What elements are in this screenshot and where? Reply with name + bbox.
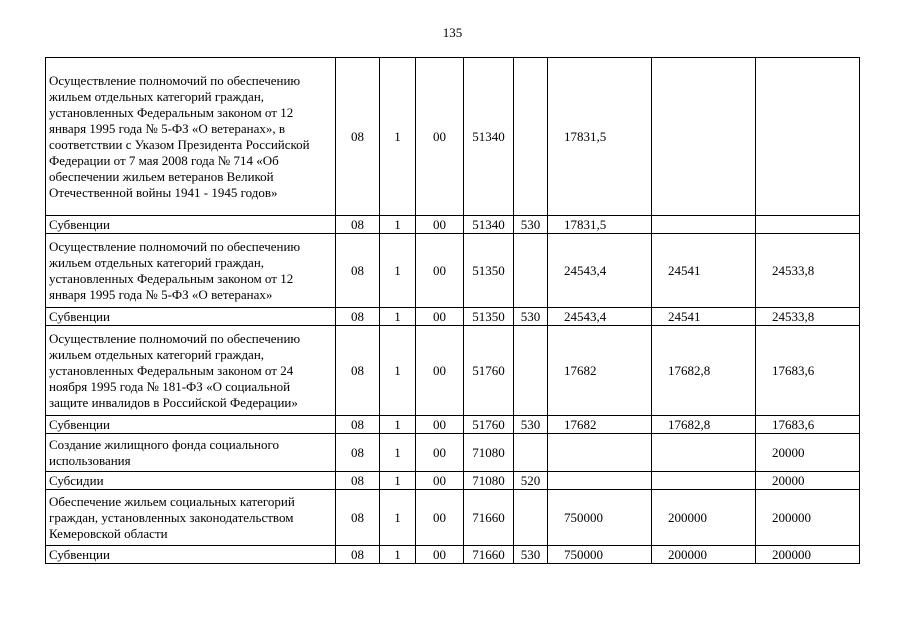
- program-code: 00: [416, 234, 464, 308]
- amount-year-1: [548, 472, 652, 490]
- amount-year-3: 24533,8: [756, 234, 860, 308]
- expense-type-code: [514, 434, 548, 472]
- amount-year-2: 17682,8: [652, 326, 756, 416]
- amount-year-2: [652, 472, 756, 490]
- program-code: 00: [416, 308, 464, 326]
- section-code: 08: [336, 434, 380, 472]
- row-description: Субвенции: [46, 546, 336, 564]
- program-code: 00: [416, 434, 464, 472]
- amount-year-2: 17682,8: [652, 416, 756, 434]
- amount-year-3: 24533,8: [756, 308, 860, 326]
- amount-year-1: 17831,5: [548, 216, 652, 234]
- amount-year-2: [652, 216, 756, 234]
- program-code: 00: [416, 326, 464, 416]
- direction-code: 71080: [464, 472, 514, 490]
- amount-year-1: 24543,4: [548, 234, 652, 308]
- subsection-code: 1: [380, 58, 416, 216]
- program-code: 00: [416, 58, 464, 216]
- amount-year-2: 24541: [652, 308, 756, 326]
- section-code: 08: [336, 216, 380, 234]
- expense-type-code: 530: [514, 546, 548, 564]
- page-number: 135: [442, 25, 463, 40]
- section-code: 08: [336, 472, 380, 490]
- amount-year-3: 200000: [756, 546, 860, 564]
- subsection-code: 1: [380, 308, 416, 326]
- amount-year-3: [756, 216, 860, 234]
- table-row: [46, 216, 860, 234]
- row-description: Субсидии: [46, 472, 336, 490]
- table-row: [46, 472, 860, 490]
- direction-code: 51350: [464, 308, 514, 326]
- row-description: Субвенции: [46, 216, 336, 234]
- program-code: 00: [416, 472, 464, 490]
- program-code: 00: [416, 216, 464, 234]
- subsection-code: 1: [380, 472, 416, 490]
- section-code: 08: [336, 58, 380, 216]
- amount-year-3: 17683,6: [756, 326, 860, 416]
- row-description: Субвенции: [46, 308, 336, 326]
- amount-year-1: 750000: [548, 546, 652, 564]
- expense-type-code: [514, 490, 548, 546]
- subsection-code: 1: [380, 434, 416, 472]
- table-row: [46, 234, 860, 308]
- section-code: 08: [336, 416, 380, 434]
- row-description: Обеспечение жильем социальных категорий граждан, установленных законодательством Кемеровской области: [46, 490, 336, 546]
- section-code: 08: [336, 326, 380, 416]
- table-row: [46, 58, 860, 216]
- amount-year-1: [548, 434, 652, 472]
- row-description: Создание жилищного фонда социального использования: [46, 434, 336, 472]
- subsection-code: 1: [380, 416, 416, 434]
- table-row: [46, 326, 860, 416]
- budget-table: [45, 57, 860, 564]
- amount-year-2: 24541: [652, 234, 756, 308]
- expense-type-code: [514, 58, 548, 216]
- table-row: [46, 546, 860, 564]
- amount-year-3: 20000: [756, 472, 860, 490]
- section-code: 08: [336, 546, 380, 564]
- subsection-code: 1: [380, 546, 416, 564]
- expense-type-code: 520: [514, 472, 548, 490]
- program-code: 00: [416, 490, 464, 546]
- subsection-code: 1: [380, 326, 416, 416]
- amount-year-1: 17831,5: [548, 58, 652, 216]
- direction-code: 51760: [464, 416, 514, 434]
- amount-year-2: 200000: [652, 546, 756, 564]
- amount-year-2: 200000: [652, 490, 756, 546]
- expense-type-code: 530: [514, 216, 548, 234]
- subsection-code: 1: [380, 490, 416, 546]
- amount-year-3: [756, 58, 860, 216]
- expense-type-code: 530: [514, 416, 548, 434]
- amount-year-1: 24543,4: [548, 308, 652, 326]
- amount-year-1: 750000: [548, 490, 652, 546]
- direction-code: 51340: [464, 216, 514, 234]
- direction-code: 51760: [464, 326, 514, 416]
- amount-year-3: 200000: [756, 490, 860, 546]
- amount-year-2: [652, 58, 756, 216]
- direction-code: 71080: [464, 434, 514, 472]
- direction-code: 71660: [464, 546, 514, 564]
- amount-year-2: [652, 434, 756, 472]
- expense-type-code: [514, 326, 548, 416]
- subsection-code: 1: [380, 234, 416, 308]
- expense-type-code: [514, 234, 548, 308]
- amount-year-3: 20000: [756, 434, 860, 472]
- subsection-code: 1: [380, 216, 416, 234]
- row-description: Осуществление полномочий по обеспечению жильем отдельных категорий граждан, установленных Федеральным законом от 12 января 1995 года № 5-ФЗ «О ветеранах», в соответствии с Указом Президента Российской Федерации от 7 мая 2008 года № 714 «Об обеспечении жильем ветеранов Великой Отечественной войны 1941 - 1945 годов»: [46, 58, 336, 216]
- table-row: [46, 308, 860, 326]
- direction-code: 51350: [464, 234, 514, 308]
- table-row: [46, 490, 860, 546]
- direction-code: 51340: [464, 58, 514, 216]
- program-code: 00: [416, 416, 464, 434]
- row-description: Субвенции: [46, 416, 336, 434]
- table-row: [46, 434, 860, 472]
- expense-type-code: 530: [514, 308, 548, 326]
- amount-year-1: 17682: [548, 416, 652, 434]
- table-row: [46, 416, 860, 434]
- section-code: 08: [336, 490, 380, 546]
- amount-year-3: 17683,6: [756, 416, 860, 434]
- section-code: 08: [336, 308, 380, 326]
- program-code: 00: [416, 546, 464, 564]
- row-description: Осуществление полномочий по обеспечению жильем отдельных категорий граждан, установленных Федеральным законом от 24 ноября 1995 года № 181-ФЗ «О социальной защите инвалидов в Российской Федерации»: [46, 326, 336, 416]
- direction-code: 71660: [464, 490, 514, 546]
- amount-year-1: 17682: [548, 326, 652, 416]
- section-code: 08: [336, 234, 380, 308]
- row-description: Осуществление полномочий по обеспечению жильем отдельных категорий граждан, установленных Федеральным законом от 12 января 1995 года № 5-ФЗ «О ветеранах»: [46, 234, 336, 308]
